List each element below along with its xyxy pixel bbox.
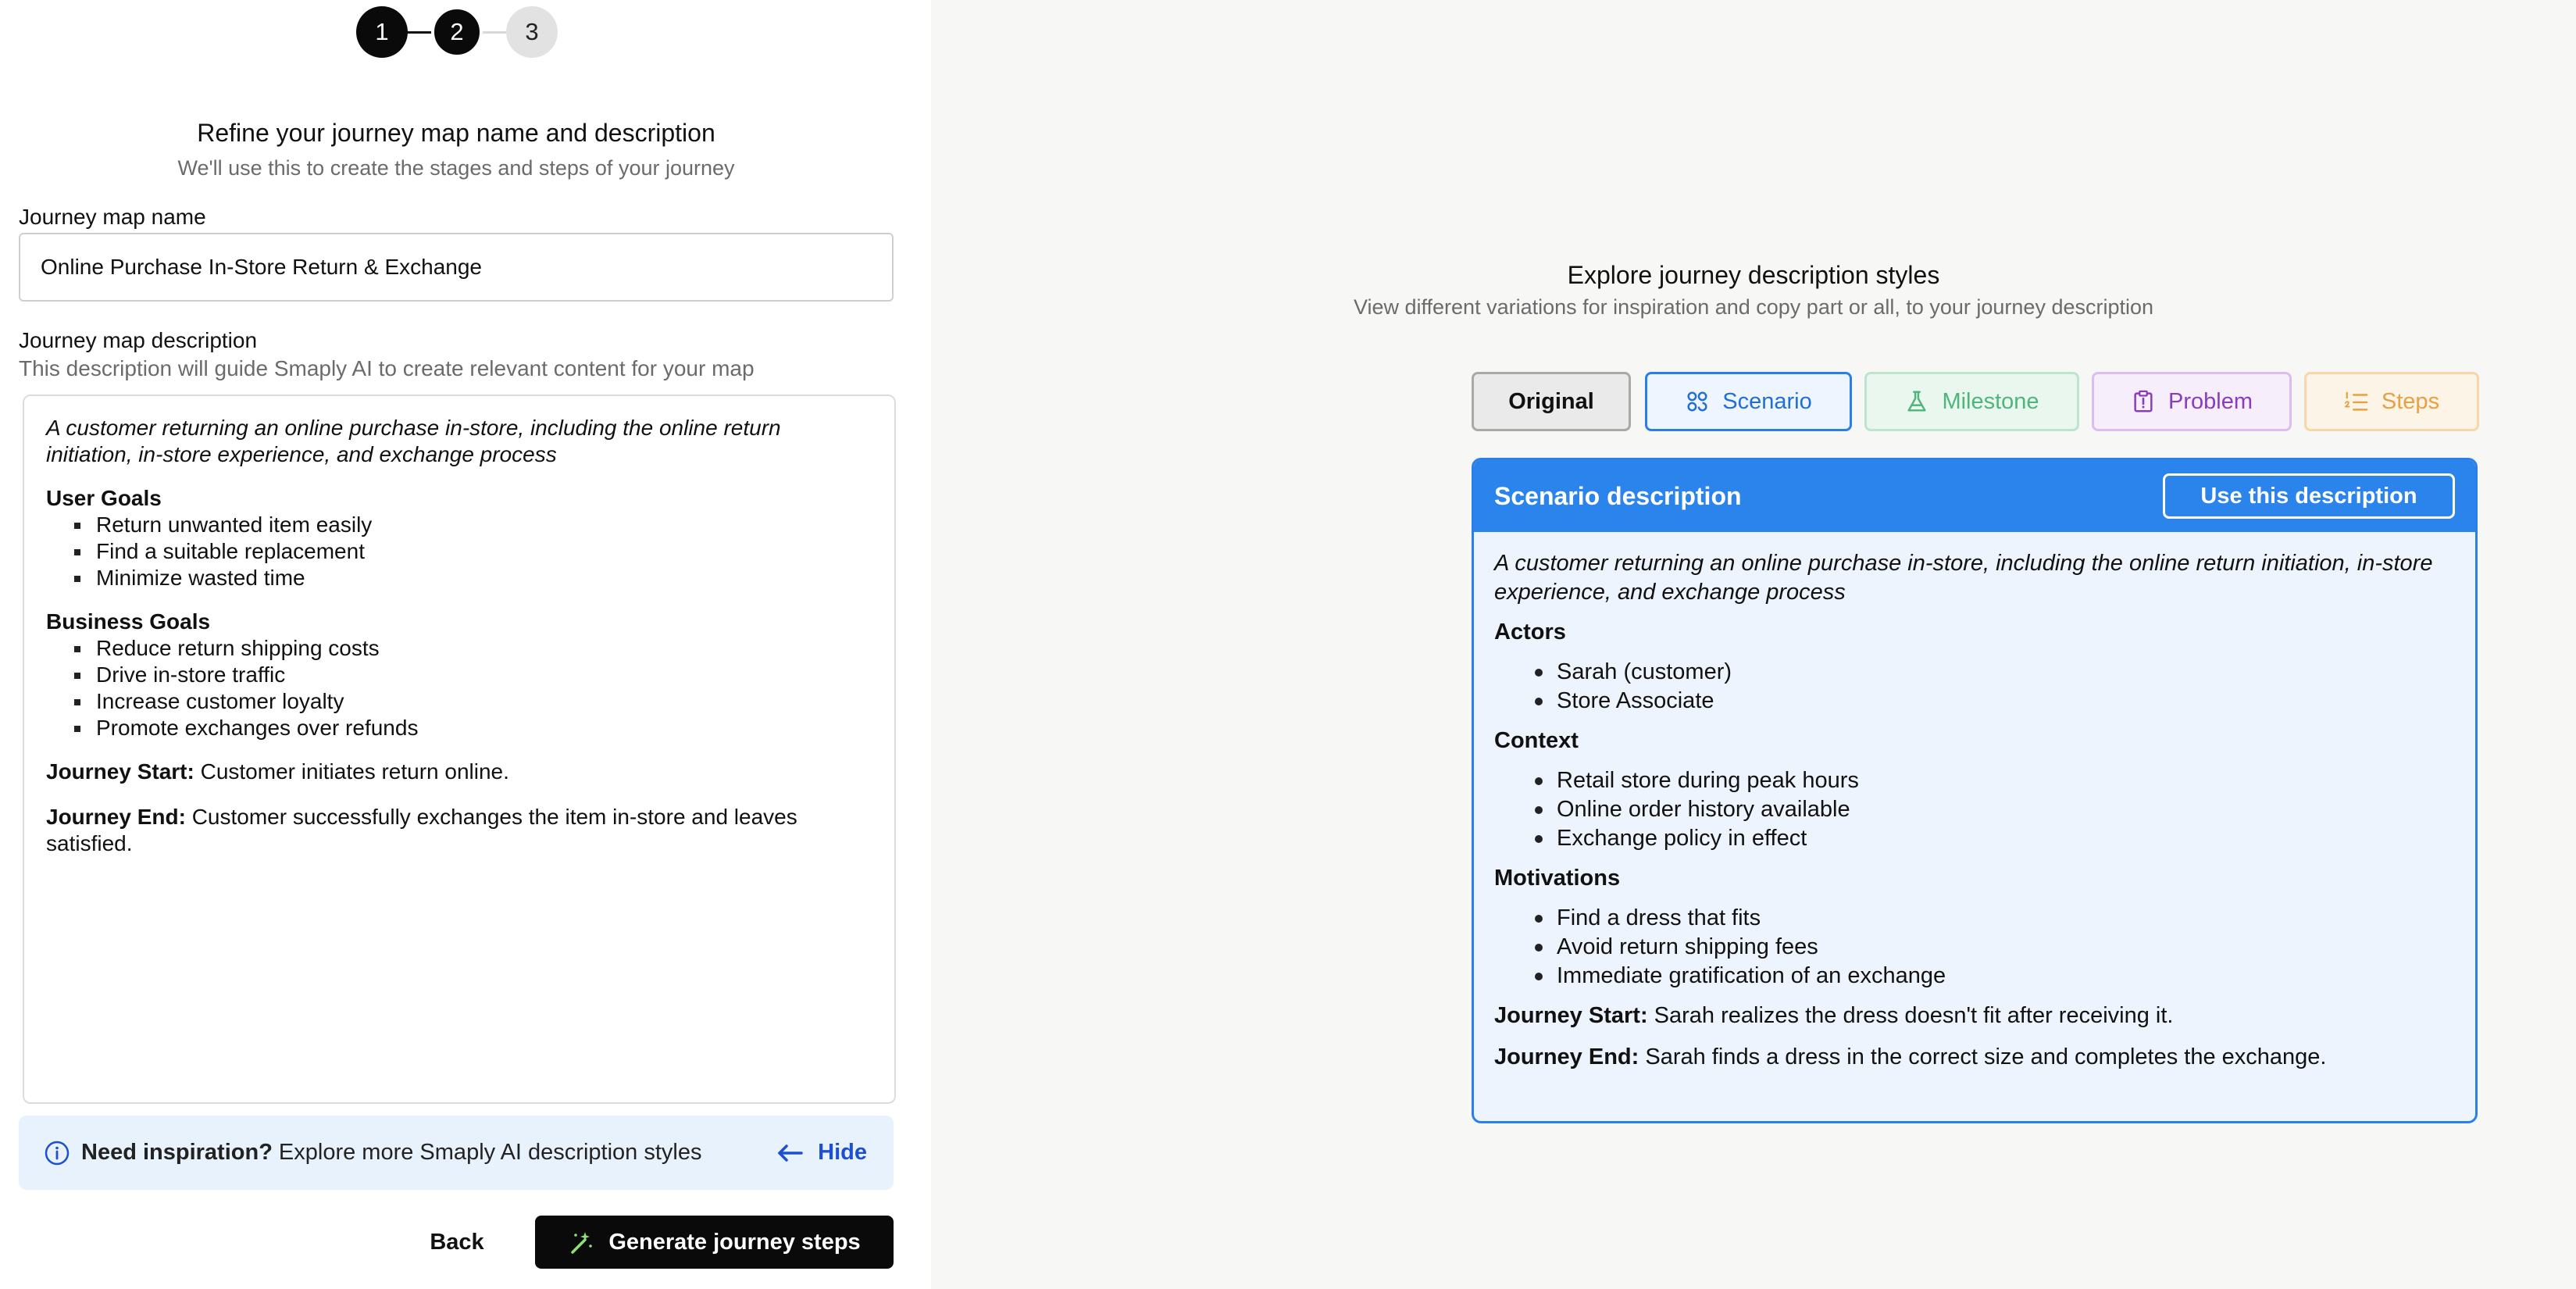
stepper-connector (478, 31, 509, 34)
scenario-journey-start (1494, 1002, 2455, 1030)
progress-stepper (356, 6, 559, 58)
list-item: Reduce return shipping costs (74, 635, 872, 662)
scenario-card (1472, 458, 2478, 1123)
motivations-list (1535, 904, 2455, 991)
flask-icon (1904, 389, 1929, 414)
journey-end-label: Journey End: (1494, 1044, 1639, 1069)
scenario-journey-end (1494, 1043, 2455, 1072)
business-goals-list (74, 635, 872, 741)
alert-clipboard-icon (2131, 389, 2156, 414)
list-item: Return unwanted item easily (74, 512, 872, 538)
inspiration-text: Explore more Smaply AI description styles (278, 1140, 702, 1165)
tab-milestone-label: Milestone (1942, 388, 2039, 414)
journey-end (46, 804, 872, 857)
tab-steps[interactable] (2304, 372, 2479, 431)
journey-end-label: Journey End: (46, 805, 186, 829)
step-2[interactable]: 2 (431, 6, 483, 58)
journey-end-text: Sarah finds a dress in the correct size and completes the exchange. (1639, 1044, 2327, 1069)
left-panel (0, 0, 931, 1289)
journey-start-text: Sarah realizes the dress doesn't fit after receiving it. (1647, 1003, 2174, 1028)
tab-original-label: Original (1508, 388, 1594, 414)
step-1[interactable]: 1 (356, 6, 408, 58)
journey-end-text: Customer successfully exchanges the item in-store and leaves satisfied. (46, 805, 797, 855)
tab-milestone[interactable] (1864, 372, 2079, 431)
scenario-card-title: Scenario description (1494, 481, 1742, 510)
inspiration-banner (19, 1116, 894, 1190)
scenario-icon (1685, 389, 1710, 414)
list-item: Avoid return shipping fees (1535, 933, 2455, 962)
scenario-card-header (1474, 460, 2475, 532)
list-item: Find a dress that fits (1535, 904, 2455, 933)
business-goals-heading: Business Goals (46, 609, 211, 634)
magic-wand-icon (568, 1229, 594, 1255)
description-label: Journey map description (19, 328, 258, 352)
list-item: Increase customer loyalty (74, 688, 872, 715)
tab-steps-label: Steps (2381, 388, 2440, 414)
journey-start-label: Journey Start: (46, 759, 194, 784)
hide-link[interactable] (777, 1116, 867, 1190)
list-item: Exchange policy in effect (1535, 824, 2455, 853)
user-goals-list (74, 512, 872, 591)
tab-problem[interactable] (2092, 372, 2292, 431)
scenario-intro: A customer returning an online purchase in-store, including the online return initiation, in-store experience, and exchange process (1494, 551, 2433, 605)
list-item: Find a suitable replacement (74, 538, 872, 565)
actors-heading: Actors (1494, 620, 1566, 644)
journey-start-text: Customer initiates return online. (194, 759, 509, 784)
list-item: Retail store during peak hours (1535, 766, 2455, 795)
list-item: Sarah (customer) (1535, 658, 2455, 687)
list-item: Drive in-store traffic (74, 662, 872, 688)
use-this-description-button[interactable]: Use this description (2163, 473, 2455, 519)
context-list (1535, 766, 2455, 853)
actors-list (1535, 658, 2455, 716)
style-tabs (1472, 372, 2479, 431)
step-3[interactable]: 3 (506, 6, 558, 58)
description-intro: A customer returning an online purchase in-store, including the online return initiation, in-store experience, and exchange process (46, 416, 781, 466)
scenario-card-body (1474, 532, 2475, 1102)
motivations-heading: Motivations (1494, 866, 1621, 891)
stepper-connector (403, 31, 434, 34)
list-item: Promote exchanges over refunds (74, 715, 872, 741)
description-help-text: This description will guide Smaply AI to create relevant content for your map (19, 356, 755, 380)
hide-label: Hide (818, 1140, 867, 1165)
inspiration-title: Need inspiration? (81, 1140, 273, 1165)
arrow-left-icon (777, 1144, 804, 1162)
info-icon (44, 1140, 70, 1166)
list-item: Online order history available (1535, 795, 2455, 824)
journey-start-label: Journey Start: (1494, 1003, 1648, 1028)
list-item: Immediate gratification of an exchange (1535, 962, 2455, 991)
styles-title: Explore journey description styles (1567, 261, 1940, 289)
generate-journey-steps-button[interactable] (535, 1216, 894, 1269)
tab-scenario[interactable] (1645, 372, 1852, 431)
list-item: Minimize wasted time (74, 565, 872, 591)
journey-name-input[interactable] (19, 233, 894, 302)
context-heading: Context (1494, 728, 1579, 753)
styles-subtitle: View different variations for inspiration and copy part or all, to your journey description (1353, 295, 2154, 319)
name-label: Journey map name (19, 205, 206, 229)
tab-scenario-label: Scenario (1722, 388, 1812, 414)
back-button[interactable]: Back (406, 1216, 508, 1269)
page-subtitle: We'll use this to create the stages and steps of your journey (177, 156, 735, 180)
description-editor[interactable] (23, 395, 896, 1104)
right-panel (931, 0, 2576, 1289)
tab-original[interactable] (1472, 372, 1631, 431)
numbered-list-icon (2344, 389, 2369, 414)
user-goals-heading: User Goals (46, 486, 162, 510)
tab-problem-label: Problem (2168, 388, 2253, 414)
list-item: Store Associate (1535, 687, 2455, 716)
page-title: Refine your journey map name and description (197, 119, 715, 147)
journey-start (46, 759, 872, 785)
generate-label: Generate journey steps (608, 1229, 861, 1255)
